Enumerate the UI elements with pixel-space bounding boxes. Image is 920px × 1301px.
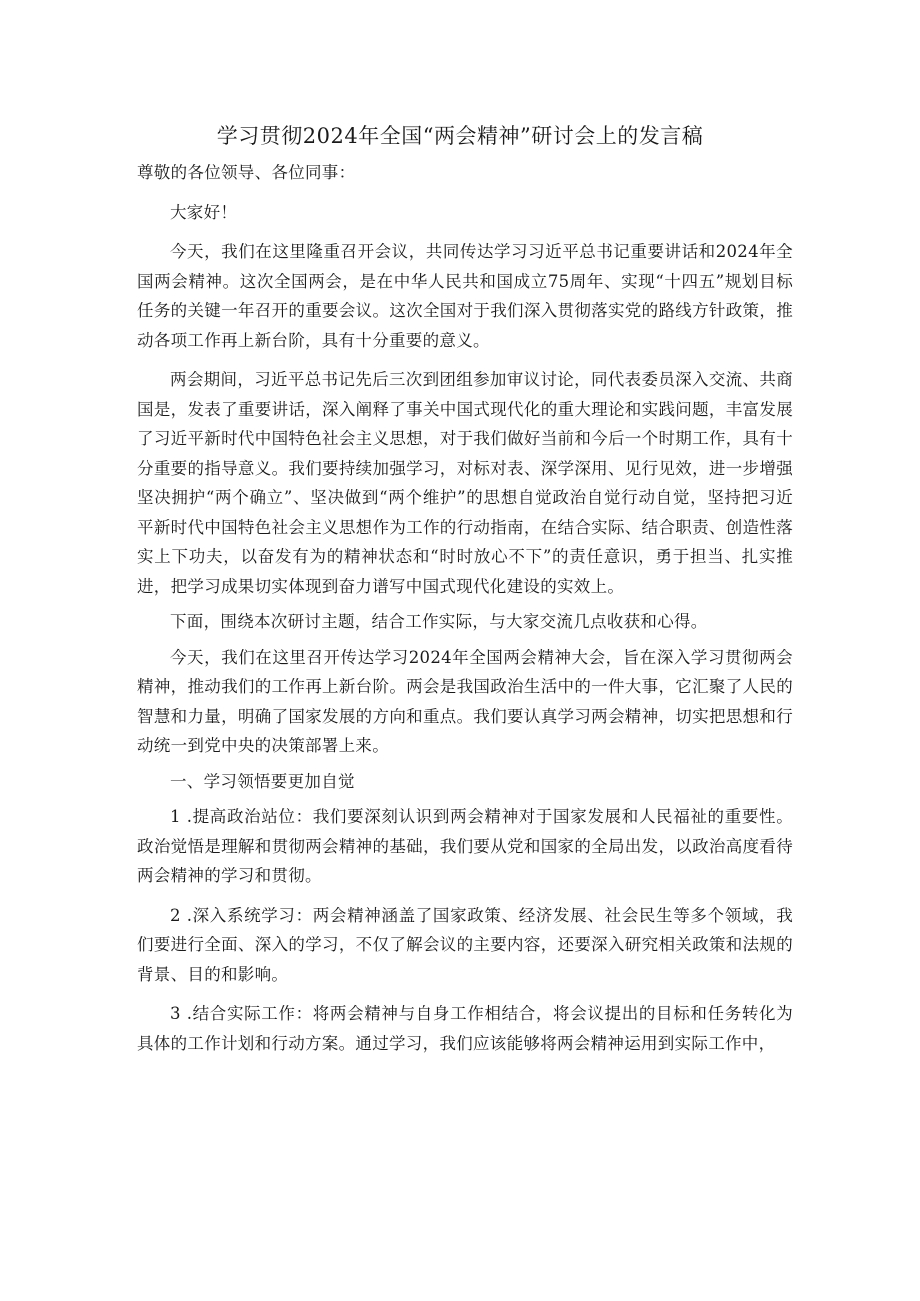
paragraph: 今天，我们在这里召开传达学习2024年全国两会精神大会，旨在深入学习贯彻两会精神，推动我们的工作再上新台阶。两会是我国政治生活中的一件大事，它汇聚了人民的智慧和力量，明确了国家发展的方向和重点。我们要认真学习两会精神，切实把思想和行动统一到党中央的决策部署上来。 bbox=[137, 647, 793, 755]
paragraph: 两会期间，习近平总书记先后三次到团组参加审议讨论，同代表委员深入交流、共商国是，发表了重要讲话，深入阐释了事关中国式现代化的重大理论和实践问题，丰富发展了习近平新时代中国特色社会主义思想，对于我们做好当前和今后一个时期工作，具有十分重要的指导意义。我们要持续加强学习，对标对表、深学深用、见行见效，进一步增强坚决拥护“两个确立”、坚决做到“两个维护”的思想自觉政治自觉行动自觉，坚持把习近平新时代中国特色社会主义思想作为工作的行动指南，在结合实际、结合职责、创造性落实上下功夫，以奋发有为的精神状态和“时时放心不下”的责任意识，勇于担当、扎实推进，把学习成果切实体现到奋力谱写中国式现代化建设的实效上。 bbox=[137, 370, 793, 596]
list-item: 1 .提高政治站位：我们要深刻认识到两会精神对于国家发展和人民福祉的重要性。政治觉悟是理解和贯彻两会精神的基础，我们要从党和国家的全局出发，以政治高度看待两会精神的学习和贯彻。 bbox=[137, 807, 793, 885]
list-item: 3 .结合实际工作：将两会精神与自身工作相结合，将会议提出的目标和任务转化为具体的工作计划和行动方案。通过学习，我们应该能够将两会精神运用到实际工作中， bbox=[137, 1004, 793, 1053]
document-title: 学习贯彻2024年全国“两会精神”研讨会上的发言稿 bbox=[216, 124, 704, 148]
paragraph: 今天，我们在这里隆重召开会议，共同传达学习习近平总书记重要讲话和2024年全国两会精神。这次全国两会，是在中华人民共和国成立75周年、实现“十四五”规划目标任务的关键一年召开的重要会议。这次全国对于我们深入贯彻落实党的路线方针政策，推动各项工作再上新台阶，具有十分重要的意义。 bbox=[137, 242, 793, 350]
greeting: 大家好！ bbox=[170, 202, 238, 222]
document-body bbox=[137, 158, 793, 1058]
salutation: 尊敬的各位领导、各位同事： bbox=[137, 163, 356, 182]
list-item: 2 .深入系统学习：两会精神涵盖了国家政策、经济发展、社会民生等多个领域，我们要进行全面、深入的学习，不仅了解会议的主要内容，还要深入研究相关政策和法规的背景、目的和影响。 bbox=[137, 905, 793, 984]
paragraph: 下面，围绕本次研讨主题，结合工作实际，与大家交流几点收获和心得。 bbox=[170, 612, 708, 631]
section-heading: 一、学习领悟要更加自觉 bbox=[170, 771, 355, 791]
